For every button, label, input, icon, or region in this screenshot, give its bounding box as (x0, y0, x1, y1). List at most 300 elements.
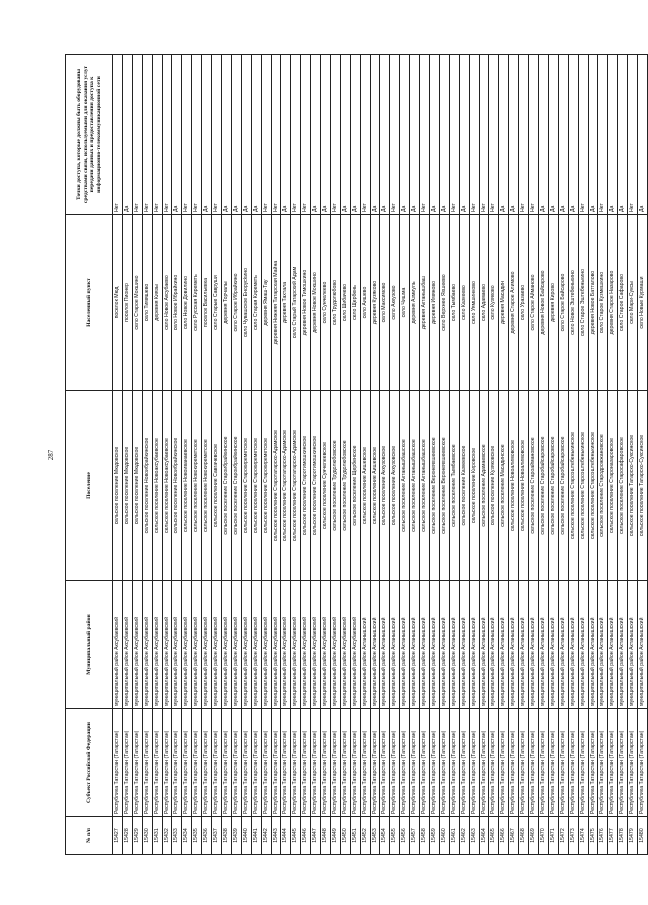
cell-access: Нет (113, 55, 123, 215)
cell-locality: поселок Васильевка (202, 215, 212, 391)
cell-access: Да (370, 55, 380, 215)
cell-district: муниципальный район Аксубаевский (142, 581, 152, 709)
cell-locality: село Трудолюбово (330, 215, 340, 391)
table-row (400, 55, 410, 855)
cell-access: Нет (420, 55, 430, 215)
cell-locality: село Старое Ибрайкино (231, 215, 241, 391)
cell-num: 15428 (122, 817, 132, 855)
cell-subject: Республика Татарстан (Татарстан) (162, 709, 172, 817)
cell-district: муниципальный район Актанышский (439, 581, 449, 709)
cell-subject: Республика Татарстан (Татарстан) (271, 709, 281, 817)
cell-locality: деревня Азмиуль (410, 215, 420, 391)
cell-num: 15472 (558, 817, 568, 855)
cell-settlement: сельское поселение Масадинское (499, 391, 509, 581)
cell-num: 15465 (489, 817, 499, 855)
cell-subject: Республика Татарстан (Татарстан) (291, 709, 301, 817)
cell-subject: Республика Татарстан (Татарстан) (558, 709, 568, 817)
cell-subject: Республика Татарстан (Татарстан) (588, 709, 598, 817)
cell-num: 15435 (192, 817, 202, 855)
cell-access: Да (439, 55, 449, 215)
cell-district: муниципальный район Актанышский (410, 581, 420, 709)
table-row (608, 55, 618, 855)
cell-subject: Республика Татарстан (Татарстан) (628, 709, 638, 817)
cell-locality: село Русская Киреметь (192, 215, 202, 391)
cell-locality: поселок Пионер (122, 215, 132, 391)
cell-access: Да (588, 55, 598, 215)
cell-district: муниципальный район Актанышский (449, 581, 459, 709)
rotated-table-sheet (45, 55, 646, 855)
cell-num: 15464 (479, 817, 489, 855)
cell-settlement: сельское поселение Кузяковское (489, 391, 499, 581)
cell-settlement: сельское поселение Мюдовское (122, 391, 132, 581)
cell-settlement: сельское поселение Новоибрайкинское (142, 391, 152, 581)
cell-locality: село Старые Савруши (212, 215, 222, 391)
cell-settlement: сельское поселение Новоаксубаевское (162, 391, 172, 581)
cell-district: муниципальный район Аксубаевский (221, 581, 231, 709)
cell-settlement: сельское поселение Староэштебенькинское (568, 391, 578, 581)
cell-settlement: сельское поселение Тымбаевское (449, 391, 459, 581)
cell-district: муниципальный район Аксубаевский (182, 581, 192, 709)
cell-subject: Республика Татарстан (Татарстан) (538, 709, 548, 817)
cell-subject: Республика Татарстан (Татарстан) (311, 709, 321, 817)
cell-access: Да (459, 55, 469, 215)
cell-access: Да (172, 55, 182, 215)
cell-settlement: сельское поселение Актанышбашское (410, 391, 420, 581)
cell-access: Нет (360, 55, 370, 215)
cell-locality: деревня Новое Тимошкино (301, 215, 311, 391)
cell-locality: деревня Торчалы (221, 215, 231, 391)
table-row (459, 55, 469, 855)
table-row (430, 55, 440, 855)
cell-subject: Республика Татарстан (Татарстан) (132, 709, 142, 817)
table-row (370, 55, 380, 855)
table-row (311, 55, 321, 855)
cell-subject: Республика Татарстан (Татарстан) (231, 709, 241, 817)
cell-access: Да (251, 55, 261, 215)
cell-locality: село Аишево (360, 215, 370, 391)
cell-district: муниципальный район Аксубаевский (311, 581, 321, 709)
cell-district: муниципальный район Аксубаевский (172, 581, 182, 709)
cell-access: Да (231, 55, 241, 215)
cell-num: 15436 (202, 817, 212, 855)
cell-access: Нет (390, 55, 400, 215)
cell-settlement: сельское поселение Старокиреметское (261, 391, 271, 581)
cell-locality: деревня Тахтала (281, 215, 291, 391)
cell-locality: деревня Кузяково (370, 215, 380, 391)
cell-district: муниципальный район Аксубаевский (202, 581, 212, 709)
cell-access: Нет (628, 55, 638, 215)
cell-district: муниципальный район Аксубаевский (113, 581, 123, 709)
cell-access: Нет (142, 55, 152, 215)
cell-locality: село Старое Айманово (529, 215, 539, 391)
cell-subject: Республика Татарстан (Татарстан) (380, 709, 390, 817)
cell-district: муниципальный район Актанышский (430, 581, 440, 709)
cell-subject: Республика Татарстан (Татарстан) (321, 709, 331, 817)
cell-district: муниципальный район Аксубаевский (162, 581, 172, 709)
cell-district: муниципальный район Актанышский (400, 581, 410, 709)
cell-access: Нет (132, 55, 142, 215)
cell-subject: Республика Татарстан (Татарстан) (281, 709, 291, 817)
cell-locality: село Верхнее Яхшеево (439, 215, 449, 391)
cell-district: муниципальный район Аксубаевский (281, 581, 291, 709)
cell-settlement: сельское поселение Старотимошкинское (301, 391, 311, 581)
cell-num: 15470 (538, 817, 548, 855)
cell-access: Да (311, 55, 321, 215)
cell-settlement: сельское поселение Старокиреметское (241, 391, 251, 581)
cell-subject: Республика Татарстан (Татарстан) (489, 709, 499, 817)
cell-district: муниципальный район Актанышский (509, 581, 519, 709)
cell-subject: Республика Татарстан (Татарстан) (638, 709, 648, 817)
header-access: Точки доступа, которые должны быть оборудованы средствами связи, используемыми для оказания услуг передачи данных и предоставления доступа к информационно-телекоммуникационной сети (66, 55, 113, 215)
table-row (182, 55, 192, 855)
cell-settlement: сельское поселение Старотатарско-Адамское (291, 391, 301, 581)
cell-district: муниципальный район Аксубаевский (330, 581, 340, 709)
cell-locality: село Новое Эштебенькино (568, 215, 578, 391)
table-row (548, 55, 558, 855)
cell-num: 15430 (142, 817, 152, 855)
table-row (113, 55, 123, 855)
cell-access: Нет (192, 55, 202, 215)
cell-num: 15442 (261, 817, 271, 855)
cell-subject: Республика Татарстан (Татарстан) (449, 709, 459, 817)
cell-subject: Республика Татарстан (Татарстан) (261, 709, 271, 817)
cell-settlement: сельское поселение Старокиреметское (251, 391, 261, 581)
table-row (568, 55, 578, 855)
cell-access: Нет (261, 55, 271, 215)
table-row (340, 55, 350, 855)
cell-num: 15471 (548, 817, 558, 855)
cell-subject: Республика Татарстан (Татарстан) (509, 709, 519, 817)
table-row (142, 55, 152, 855)
cell-access: Да (400, 55, 410, 215)
cell-subject: Республика Татарстан (Татарстан) (142, 709, 152, 817)
cell-access: Нет (330, 55, 340, 215)
cell-num: 15452 (360, 817, 370, 855)
header-subject: Субъект Российской Федерации (66, 709, 113, 817)
cell-settlement: сельское поселение Староэштебенькинское (578, 391, 588, 581)
cell-subject: Республика Татарстан (Татарстан) (479, 709, 489, 817)
cell-district: муниципальный район Аксубаевский (132, 581, 142, 709)
cell-settlement: сельское поселение Адамаевское (479, 391, 489, 581)
cell-settlement: сельское поселение Мюдовское (113, 391, 123, 581)
cell-access: Да (340, 55, 350, 215)
cell-subject: Республика Татарстан (Татарстан) (350, 709, 360, 817)
cell-district: муниципальный район Аксубаевский (212, 581, 222, 709)
cell-settlement: сельское поселение Староназаровское (608, 391, 618, 581)
cell-num: 15475 (588, 817, 598, 855)
cell-access: Нет (212, 55, 222, 215)
cell-district: муниципальный район Актанышский (370, 581, 380, 709)
cell-access: Да (548, 55, 558, 215)
cell-settlement: сельское поселение Татарско-Суксинское (628, 391, 638, 581)
cell-locality: деревня Имяново (430, 215, 440, 391)
cell-district: муниципальный район Актанышский (459, 581, 469, 709)
cell-subject: Республика Татарстан (Татарстан) (499, 709, 509, 817)
table-row (628, 55, 638, 855)
cell-settlement: сельское поселение Старобайсаровское (538, 391, 548, 581)
cell-subject: Республика Татарстан (Татарстан) (548, 709, 558, 817)
cell-settlement: сельское поселение Староэштебенькинское (588, 391, 598, 581)
table-row (251, 55, 261, 855)
cell-subject: Республика Татарстан (Татарстан) (192, 709, 202, 817)
cell-subject: Республика Татарстан (Татарстан) (469, 709, 479, 817)
cell-num: 15448 (321, 817, 331, 855)
cell-num: 15447 (311, 817, 321, 855)
table-row (489, 55, 499, 855)
table-row (212, 55, 222, 855)
cell-district: муниципальный район Аксубаевский (192, 581, 202, 709)
table-row (479, 55, 489, 855)
table-row (618, 55, 628, 855)
table-row (122, 55, 132, 855)
cell-locality: село Тымбаево (449, 215, 459, 391)
cell-access: Да (558, 55, 568, 215)
cell-num: 15468 (519, 817, 529, 855)
cell-access: Да (321, 55, 331, 215)
table-body (113, 55, 648, 855)
cell-settlement: сельское поселение Аишевское (360, 391, 370, 581)
cell-locality: село Максимово (380, 215, 390, 391)
cell-num: 15455 (390, 817, 400, 855)
cell-num: 15467 (509, 817, 519, 855)
table-row (271, 55, 281, 855)
cell-subject: Республика Татарстан (Татарстан) (340, 709, 350, 817)
cell-subject: Республика Татарстан (Татарстан) (578, 709, 588, 817)
table-row (162, 55, 172, 855)
cell-locality: поселок Мюд (113, 215, 123, 391)
cell-district: муниципальный район Аксубаевский (321, 581, 331, 709)
cell-settlement: сельское поселение Мюдовское (132, 391, 142, 581)
cell-num: 15444 (281, 817, 291, 855)
table-row (231, 55, 241, 855)
cell-settlement: сельское поселение Верхнеяхшеевское (439, 391, 449, 581)
cell-settlement: сельское поселение Стародрожжановское (598, 391, 608, 581)
cell-district: муниципальный район Актанышский (618, 581, 628, 709)
cell-subject: Республика Татарстан (Татарстан) (608, 709, 618, 817)
cell-locality: село Старое Кузмешкино (598, 215, 608, 391)
cell-settlement: сельское поселение Аишевское (370, 391, 380, 581)
cell-settlement: сельское поселение Старотимошкинское (311, 391, 321, 581)
cell-access: Нет (182, 55, 192, 215)
cell-district: муниципальный район Аксубаевский (122, 581, 132, 709)
cell-settlement: сельское поселение Трудолюбовское (340, 391, 350, 581)
cell-locality: село Адамаево (479, 215, 489, 391)
cell-num: 15451 (350, 817, 360, 855)
cell-access: Да (410, 55, 420, 215)
cell-num: 15438 (221, 817, 231, 855)
cell-subject: Республика Татарстан (Татарстан) (410, 709, 420, 817)
cell-access: Да (608, 55, 618, 215)
cell-access: Нет (449, 55, 459, 215)
cell-settlement: сельское поселение Актанышбашское (420, 391, 430, 581)
table-header-row (66, 55, 113, 855)
cell-locality: деревня Старое Назарово (608, 215, 618, 391)
table-row (598, 55, 608, 855)
cell-num: 15456 (400, 817, 410, 855)
table-row (439, 55, 449, 855)
cell-settlement: сельское поселение Новоибрайкинское (172, 391, 182, 581)
cell-subject: Республика Татарстан (Татарстан) (330, 709, 340, 817)
table-row (588, 55, 598, 855)
cell-subject: Республика Татарстан (Татарстан) (122, 709, 132, 817)
cell-district: муниципальный район Актанышский (380, 581, 390, 709)
cell-num: 15474 (578, 817, 588, 855)
cell-district: муниципальный район Актанышский (519, 581, 529, 709)
cell-access: Да (430, 55, 440, 215)
cell-locality: село Уямшинково (469, 215, 479, 391)
cell-locality: деревня Нижняя Татарская Майна (271, 215, 281, 391)
cell-num: 15437 (212, 817, 222, 855)
table-row (360, 55, 370, 855)
cell-locality: село Старое Байсарово (558, 215, 568, 391)
cell-subject: Республика Татарстан (Татарстан) (113, 709, 123, 817)
cell-locality: деревня Актанышбаш (420, 215, 430, 391)
table-row (291, 55, 301, 855)
cell-settlement: сельское поселение Староибрайкинское (231, 391, 241, 581)
cell-settlement: сельское поселение Новоалимовское (509, 391, 519, 581)
cell-access: Да (241, 55, 251, 215)
table-row (221, 55, 231, 855)
cell-subject: Республика Татарстан (Татарстан) (400, 709, 410, 817)
table-row (509, 55, 519, 855)
cell-settlement: сельское поселение Щербенское (350, 391, 360, 581)
table-row (241, 55, 251, 855)
cell-num: 15457 (410, 817, 420, 855)
cell-access: Нет (578, 55, 588, 215)
cell-district: муниципальный район Аксубаевский (291, 581, 301, 709)
cell-locality: село Старый Татарский Адам (291, 215, 301, 391)
header-district: Муниципальный район (66, 581, 113, 709)
cell-district: муниципальный район Аксубаевский (301, 581, 311, 709)
cell-settlement: сельское поселение Старобайсаровское (548, 391, 558, 581)
cell-district: муниципальный район Актанышский (548, 581, 558, 709)
table-row (172, 55, 182, 855)
table-row (538, 55, 548, 855)
table-row (410, 55, 420, 855)
cell-district: муниципальный район Актанышский (638, 581, 648, 709)
cell-locality: деревня Масадин (499, 215, 509, 391)
cell-num: 15463 (469, 817, 479, 855)
cell-num: 15433 (172, 817, 182, 855)
cell-num: 15446 (301, 817, 311, 855)
cell-district: муниципальный район Актанышский (360, 581, 370, 709)
cell-access: Да (122, 55, 132, 215)
cell-settlement: сельское поселение Актанышбашское (400, 391, 410, 581)
cell-district: муниципальный район Актанышский (469, 581, 479, 709)
cell-locality: село Чувашское Енорусkино (241, 215, 251, 391)
cell-district: муниципальный район Актанышский (558, 581, 568, 709)
cell-locality: село Чишма (400, 215, 410, 391)
cell-access: Да (638, 55, 648, 215)
cell-num: 15431 (152, 817, 162, 855)
cell-settlement: сельское поселение Казкеевское (459, 391, 469, 581)
cell-subject: Республика Татарстан (Татарстан) (182, 709, 192, 817)
cell-access: Нет (519, 55, 529, 215)
cell-access: Нет (162, 55, 172, 215)
cell-district: муниципальный район Актанышский (608, 581, 618, 709)
cell-num: 15461 (449, 817, 459, 855)
cell-num: 15466 (499, 817, 509, 855)
cell-locality: деревня Новое Батталово (588, 215, 598, 391)
cell-subject: Республика Татарстан (Татарстан) (390, 709, 400, 817)
table-row (261, 55, 271, 855)
cell-settlement: сельское поселение Новоалимовское (519, 391, 529, 581)
table-row (192, 55, 202, 855)
cell-locality: село Аккузово (390, 215, 400, 391)
cell-district: муниципальный район Аксубаевский (271, 581, 281, 709)
cell-district: муниципальный район Актанышский (578, 581, 588, 709)
cell-access: Да (202, 55, 212, 215)
cell-subject: Республика Татарстан (Татарстан) (439, 709, 449, 817)
cell-subject: Республика Татарстан (Татарстан) (370, 709, 380, 817)
header-num: № п/п (66, 817, 113, 855)
cell-num: 15432 (162, 817, 172, 855)
cell-district: муниципальный район Аксубаевский (350, 581, 360, 709)
cell-district: муниципальный район Актанышский (489, 581, 499, 709)
table-row (132, 55, 142, 855)
table-row (578, 55, 588, 855)
cell-locality: село Новые Курмаши (638, 215, 648, 391)
cell-district: муниципальный район Актанышский (420, 581, 430, 709)
table-row (420, 55, 430, 855)
cell-access: Да (509, 55, 519, 215)
table-row (321, 55, 331, 855)
cell-subject: Республика Татарстан (Татарстан) (459, 709, 469, 817)
table-row (449, 55, 459, 855)
cell-access: Да (221, 55, 231, 215)
cell-locality: село Новое Ибрайкино (172, 215, 182, 391)
cell-access: Да (618, 55, 628, 215)
cell-subject: Республика Татарстан (Татарстан) (598, 709, 608, 817)
cell-subject: Республика Татарстан (Татарстан) (202, 709, 212, 817)
cell-num: 15477 (608, 817, 618, 855)
header-settlement: Поселение (66, 391, 113, 581)
cell-num: 15434 (182, 817, 192, 855)
cell-access: Да (281, 55, 291, 215)
cell-num: 15462 (459, 817, 469, 855)
cell-locality: деревня Ямаш-Тау (261, 215, 271, 391)
cell-num: 15453 (370, 817, 380, 855)
table-row (469, 55, 479, 855)
cell-locality: деревня Старое Алимово (509, 215, 519, 391)
cell-district: муниципальный район Актанышский (390, 581, 400, 709)
cell-district: муниципальный район Актанышский (499, 581, 509, 709)
cell-locality: село Мари-Суксы (628, 215, 638, 391)
table-row (202, 55, 212, 855)
cell-num: 15473 (568, 817, 578, 855)
cell-locality: деревня Новое Мокшино (311, 215, 321, 391)
cell-access: Нет (469, 55, 479, 215)
cell-access: Нет (489, 55, 499, 215)
cell-num: 15427 (113, 817, 123, 855)
cell-subject: Республика Татарстан (Татарстан) (420, 709, 430, 817)
cell-subject: Республика Татарстан (Татарстан) (568, 709, 578, 817)
cell-district: муниципальный район Аксубаевский (152, 581, 162, 709)
cell-locality: село Щербень (350, 215, 360, 391)
table-row (152, 55, 162, 855)
cell-locality: село Казкеево (459, 215, 469, 391)
table-row (499, 55, 509, 855)
cell-settlement: сельское поселение Старотатарско-Адамское (271, 391, 281, 581)
cell-settlement: сельское поселение Старобайсаровское (558, 391, 568, 581)
cell-subject: Республика Татарстан (Татарстан) (618, 709, 628, 817)
cell-district: муниципальный район Аксубаевский (231, 581, 241, 709)
cell-access: Нет (598, 55, 608, 215)
cell-num: 15440 (241, 817, 251, 855)
cell-subject: Республика Татарстан (Татарстан) (360, 709, 370, 817)
cell-settlement: сельское поселение Новоаксубаевское (152, 391, 162, 581)
cell-subject: Республика Татарстан (Татарстан) (301, 709, 311, 817)
